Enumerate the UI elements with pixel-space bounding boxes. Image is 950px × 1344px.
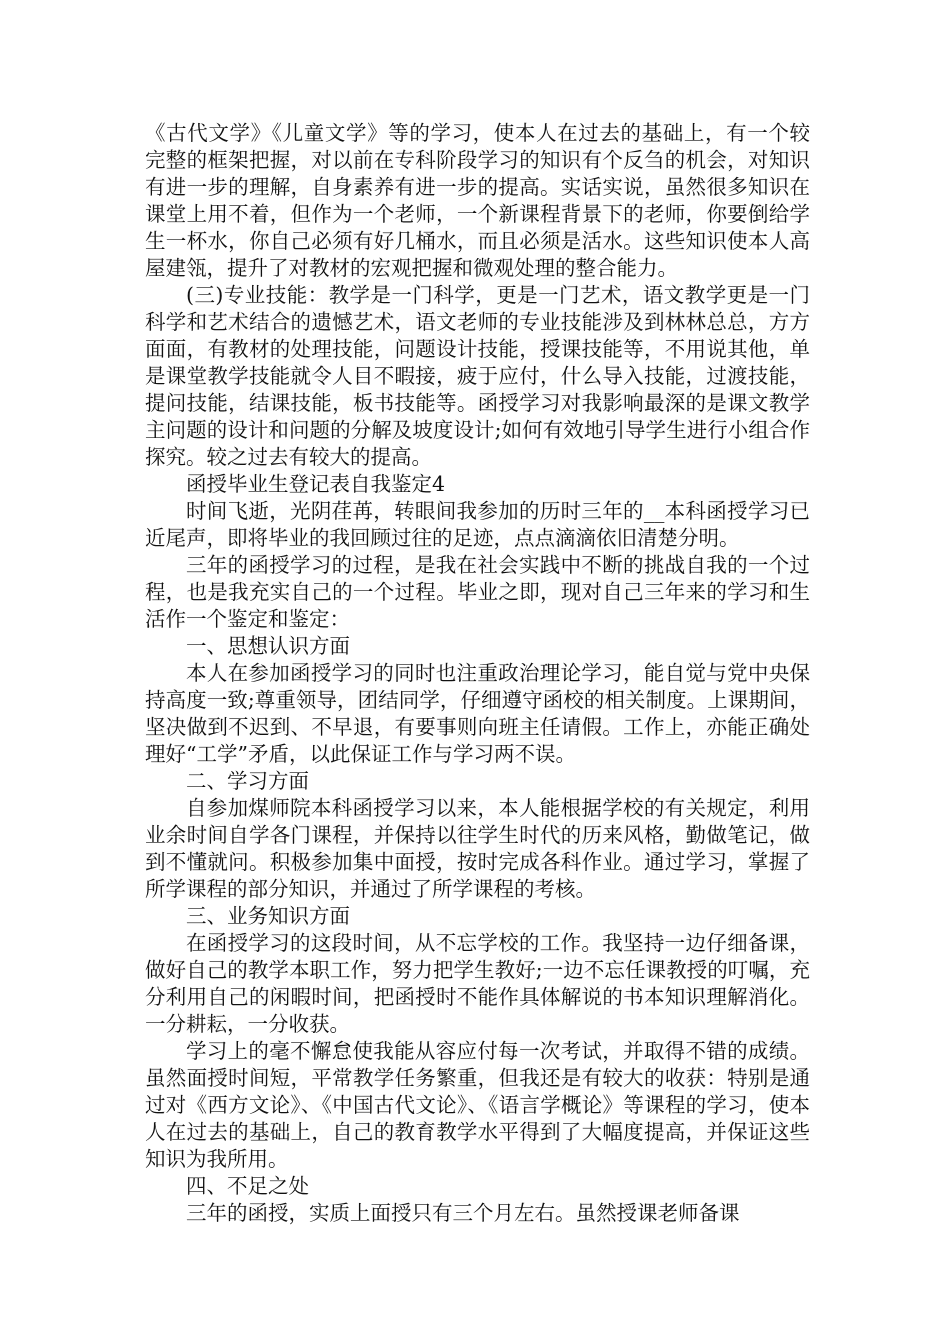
paragraph-7: 在函授学习的这段时间，从不忘学校的工作。我坚持一边仔细备课，做好自己的教学本职工作，努力把学生教好;一边不忘任课教授的叮嘱，充分利用自己的闲暇时间，把函授时不能作具体解说的书本知识理解消化。一分耕耘，一分收获。 [145,931,810,1036]
heading-study: 二、学习方面 [186,769,309,793]
paragraph-4: 三年的函授学习的过程，是我在社会实践中不断的挑战自我的一个过程，也是我充实自己的一个过程。毕业之即，现对自己三年来的学习和生活作一个鉴定和鉴定： [145,553,810,631]
paragraph-6: 自参加煤师院本科函授学习以来，本人能根据学校的有关规定，利用业余时间自学各门课程，并保持以往学生时代的历来风格，勤做笔记，做到不懂就问。积极参加集中面授，按时完成各科作业。通过学习，掌握了所学课程的部分知识，并通过了所学课程的考核。 [145,796,810,901]
heading-shortcomings: 四、不足之处 [186,1174,309,1198]
section-title: 函授毕业生登记表自我鉴定4 [186,472,446,496]
paragraph-5: 本人在参加函授学习的同时也注重政治理论学习，能自觉与党中央保持高度一致;尊重领导，团结同学，仔细遵守函校的相关制度。上课期间，坚决做到不迟到、不早退，有要事则向班主任请假。工作上，亦能正确处理好“工学”矛盾，以此保证工作与学习两不误。 [145,661,810,766]
heading-business: 三、业务知识方面 [186,904,350,928]
paragraph-8: 学习上的毫不懈怠使我能从容应付每一次考试，并取得不错的成绩。虽然面授时间短，平常教学任务繁重，但我还是有较大的收获：特别是通过对《西方文论》、《中国古代文论》、《语言学概论》等课程的学习，使本人在过去的基础上，自己的教育教学水平得到了大幅度提高，并保证这些知识为我所用。 [145,1039,810,1171]
document-page [145,120,810,1227]
paragraph-9: 三年的函授，实质上面授只有三个月左右。虽然授课老师备课 [186,1201,740,1225]
heading-thought: 一、思想认识方面 [186,634,350,658]
paragraph-3: 时间飞逝，光阴荏苒，转眼间我参加的历时三年的__本科函授学习已近尾声，即将毕业的我回顾过往的足迹，点点滴滴依旧清楚分明。 [145,499,810,550]
paragraph-1: 《古代文学》《儿童文学》等的学习，使本人在过去的基础上，有一个较完整的框架把握，对以前在专科阶段学习的知识有个反刍的机会，对知识有进一步的理解，自身素养有进一步的提高。实话实说，虽然很多知识在课堂上用不着，但作为一个老师，一个新课程背景下的老师，你要倒给学生一杯水，你自己必须有好几桶水，而且必须是活水。这些知识使本人高屋建瓴，提升了对教材的宏观把握和微观处理的整合能力。 [145,121,810,280]
paragraph-2: (三)专业技能：教学是一门科学，更是一门艺术，语文教学更是一门科学和艺术结合的遗憾艺术，语文老师的专业技能涉及到林林总总，方方面面，有教材的处理技能，问题设计技能，授课技能等，不用说其他，单是课堂教学技能就令人目不暇接，疲于应付，什么导入技能，过渡技能，提问技能，结课技能，板书技能等。函授学习对我影响最深的是课文教学主问题的设计和问题的分解及坡度设计;如何有效地引导学生进行小组合作探究。较之过去有较大的提高。 [145,283,810,469]
